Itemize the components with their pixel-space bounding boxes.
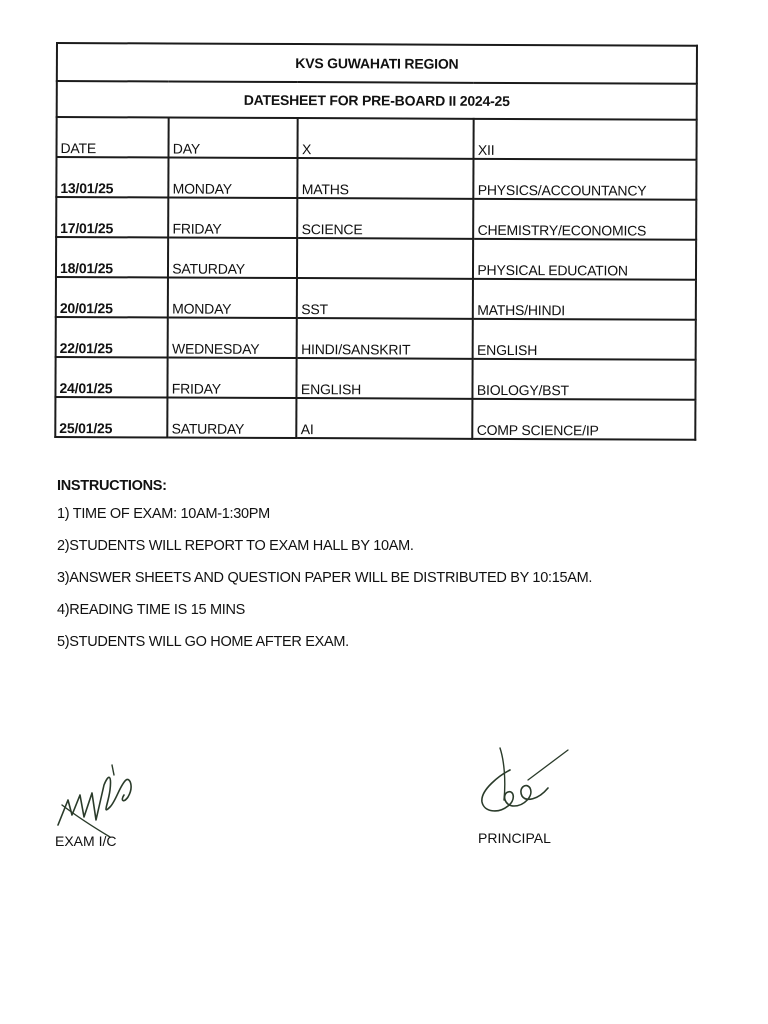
table-row: [56, 277, 696, 320]
cell-date: 25/01/25: [55, 397, 167, 437]
cell-date: 13/01/25: [56, 157, 168, 197]
instruction-item: 4)READING TIME IS 15 MINS: [57, 602, 246, 618]
cell-class-x-subject: HINDI/SANSKRIT: [297, 318, 473, 359]
cell-date: 18/01/25: [56, 237, 168, 277]
cell-date: 24/01/25: [55, 357, 167, 397]
column-header-class-x: X: [298, 118, 474, 159]
table-row: [55, 357, 695, 400]
cell-class-x-subject: [297, 238, 473, 279]
cell-class-x-subject: ENGLISH: [297, 358, 473, 399]
instruction-item: 5)STUDENTS WILL GO HOME AFTER EXAM.: [57, 634, 349, 650]
cell-class-x-subject: AI: [297, 398, 473, 439]
table-header-row: [56, 117, 696, 160]
document-subtitle: DATESHEET FOR PRE-BOARD II 2024-25: [57, 81, 697, 120]
document-title: KVS GUWAHATI REGION: [57, 43, 697, 84]
cell-class-x-subject: SCIENCE: [298, 198, 474, 239]
datesheet-table: [54, 42, 698, 441]
principal-label: PRINCIPAL: [478, 830, 551, 846]
cell-day: SATURDAY: [168, 397, 297, 438]
cell-day: FRIDAY: [168, 197, 297, 238]
column-header-class-xii: XII: [474, 119, 697, 160]
cell-class-xii-subject: PHYSICS/ACCOUNTANCY: [474, 159, 697, 200]
table-row: [56, 157, 696, 200]
cell-class-xii-subject: BIOLOGY/BST: [473, 359, 696, 400]
table-title-row: [57, 43, 697, 84]
cell-date: 20/01/25: [56, 277, 168, 317]
cell-class-xii-subject: PHYSICAL EDUCATION: [473, 239, 696, 280]
table-row: [56, 237, 696, 280]
instruction-item: 2)STUDENTS WILL REPORT TO EXAM HALL BY 10AM.: [57, 538, 414, 554]
instructions-heading: INSTRUCTIONS:: [57, 478, 167, 494]
cell-class-x-subject: MATHS: [298, 158, 474, 199]
table-row: [56, 197, 696, 240]
table-subtitle-row: [57, 81, 697, 120]
instruction-item: 1) TIME OF EXAM: 10AM-1:30PM: [57, 506, 270, 522]
cell-class-x-subject: SST: [297, 278, 473, 319]
instruction-item: 3)ANSWER SHEETS AND QUESTION PAPER WILL BE DISTRIBUTED BY 10:15AM.: [57, 570, 593, 586]
cell-day: MONDAY: [169, 157, 298, 198]
cell-class-xii-subject: CHEMISTRY/ECONOMICS: [474, 199, 697, 240]
cell-class-xii-subject: MATHS/HINDI: [473, 279, 696, 320]
column-header-date: DATE: [56, 117, 168, 157]
table-row: [56, 317, 696, 360]
instructions-section: [57, 478, 592, 666]
exam-incharge-label: EXAM I/C: [55, 833, 117, 849]
cell-date: 22/01/25: [56, 317, 168, 357]
cell-class-xii-subject: ENGLISH: [473, 319, 696, 360]
column-header-day: DAY: [169, 117, 298, 158]
cell-day: MONDAY: [168, 277, 297, 318]
cell-class-xii-subject: COMP SCIENCE/IP: [473, 399, 696, 440]
table-row: [55, 397, 695, 440]
cell-date: 17/01/25: [56, 197, 168, 237]
cell-day: SATURDAY: [168, 237, 297, 278]
cell-day: FRIDAY: [168, 357, 297, 398]
cell-day: WEDNESDAY: [168, 317, 297, 358]
